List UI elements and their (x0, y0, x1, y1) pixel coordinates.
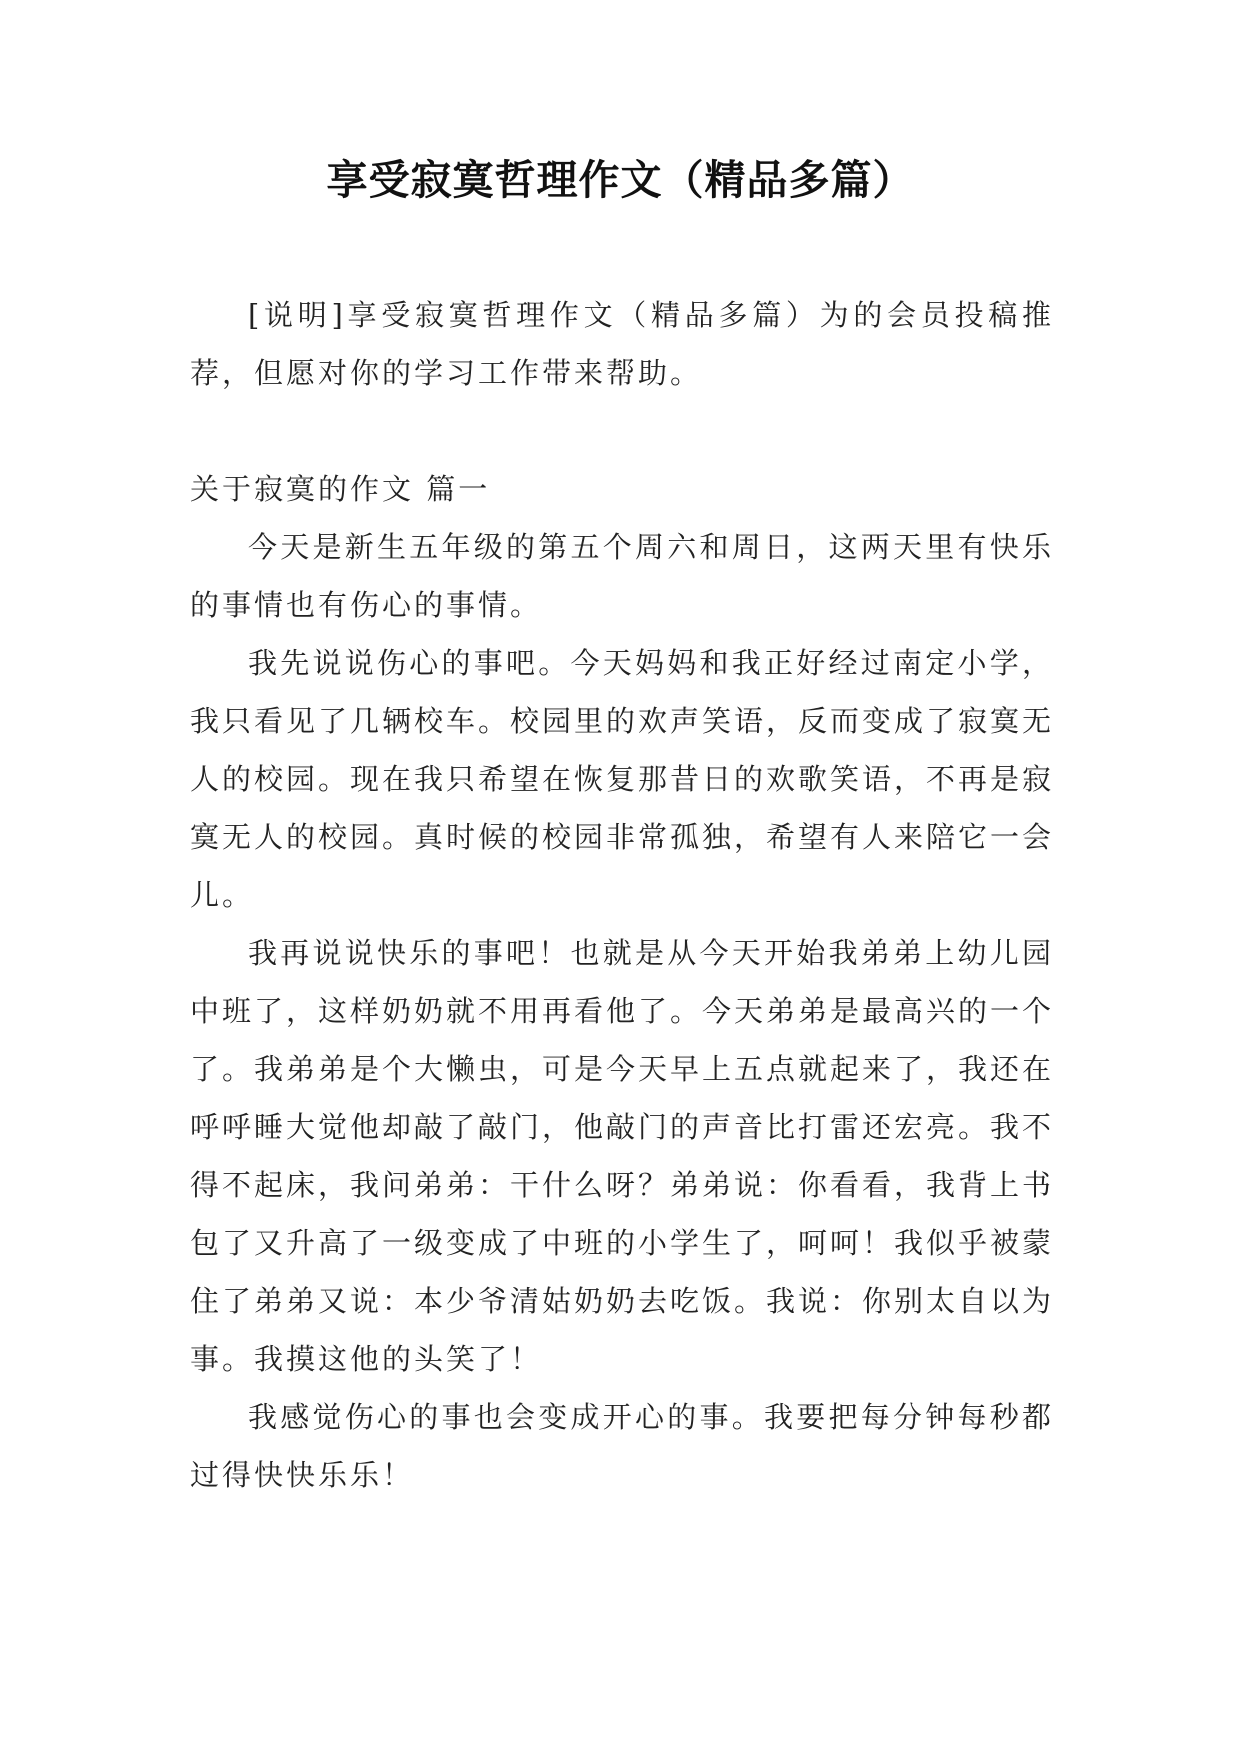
document-body (190, 286, 1054, 1504)
body-paragraph: 我先说说伤心的事吧。今天妈妈和我正好经过南定小学，我只看见了几辆校车。校园里的欢声笑语，反而变成了寂寞无人的校园。现在我只希望在恢复那昔日的欢歌笑语，不再是寂寞无人的校园。真时候的校园非常孤独，希望有人来陪它一会儿。 (190, 646, 1055, 912)
body-paragraph: 今天是新生五年级的第五个周六和周日，这两天里有快乐的事情也有伤心的事情。 (190, 530, 1054, 622)
intro-paragraph: [说明]享受寂寞哲理作文（精品多篇）为的会员投稿推荐，但愿对你的学习工作带来帮助。 (190, 298, 1054, 390)
document-title: 享受寂寞哲理作文（精品多篇） (326, 156, 915, 204)
section-heading: 关于寂寞的作文 篇一 (190, 472, 491, 506)
spacer (190, 402, 1054, 460)
body-paragraph: 我再说说快乐的事吧！也就是从今天开始我弟弟上幼儿园中班了，这样奶奶就不用再看他了。今天弟弟是最高兴的一个了。我弟弟是个大懒虫，可是今天早上五点就起来了，我还在呼呼睡大觉他却敲了敲门，他敲门的声音比打雷还宏亮。我不得不起床，我问弟弟：干什么呀？弟弟说：你看看，我背上书包了又升高了一级变成了中班的小学生了，呵呵！我似乎被蒙住了弟弟又说：本少爷清姑奶奶去吃饭。我说：你别太自以为事。我摸这他的头笑了！ (190, 936, 1055, 1376)
body-paragraph: 我感觉伤心的事也会变成开心的事。我要把每分钟每秒都过得快快乐乐！ (190, 1400, 1054, 1492)
